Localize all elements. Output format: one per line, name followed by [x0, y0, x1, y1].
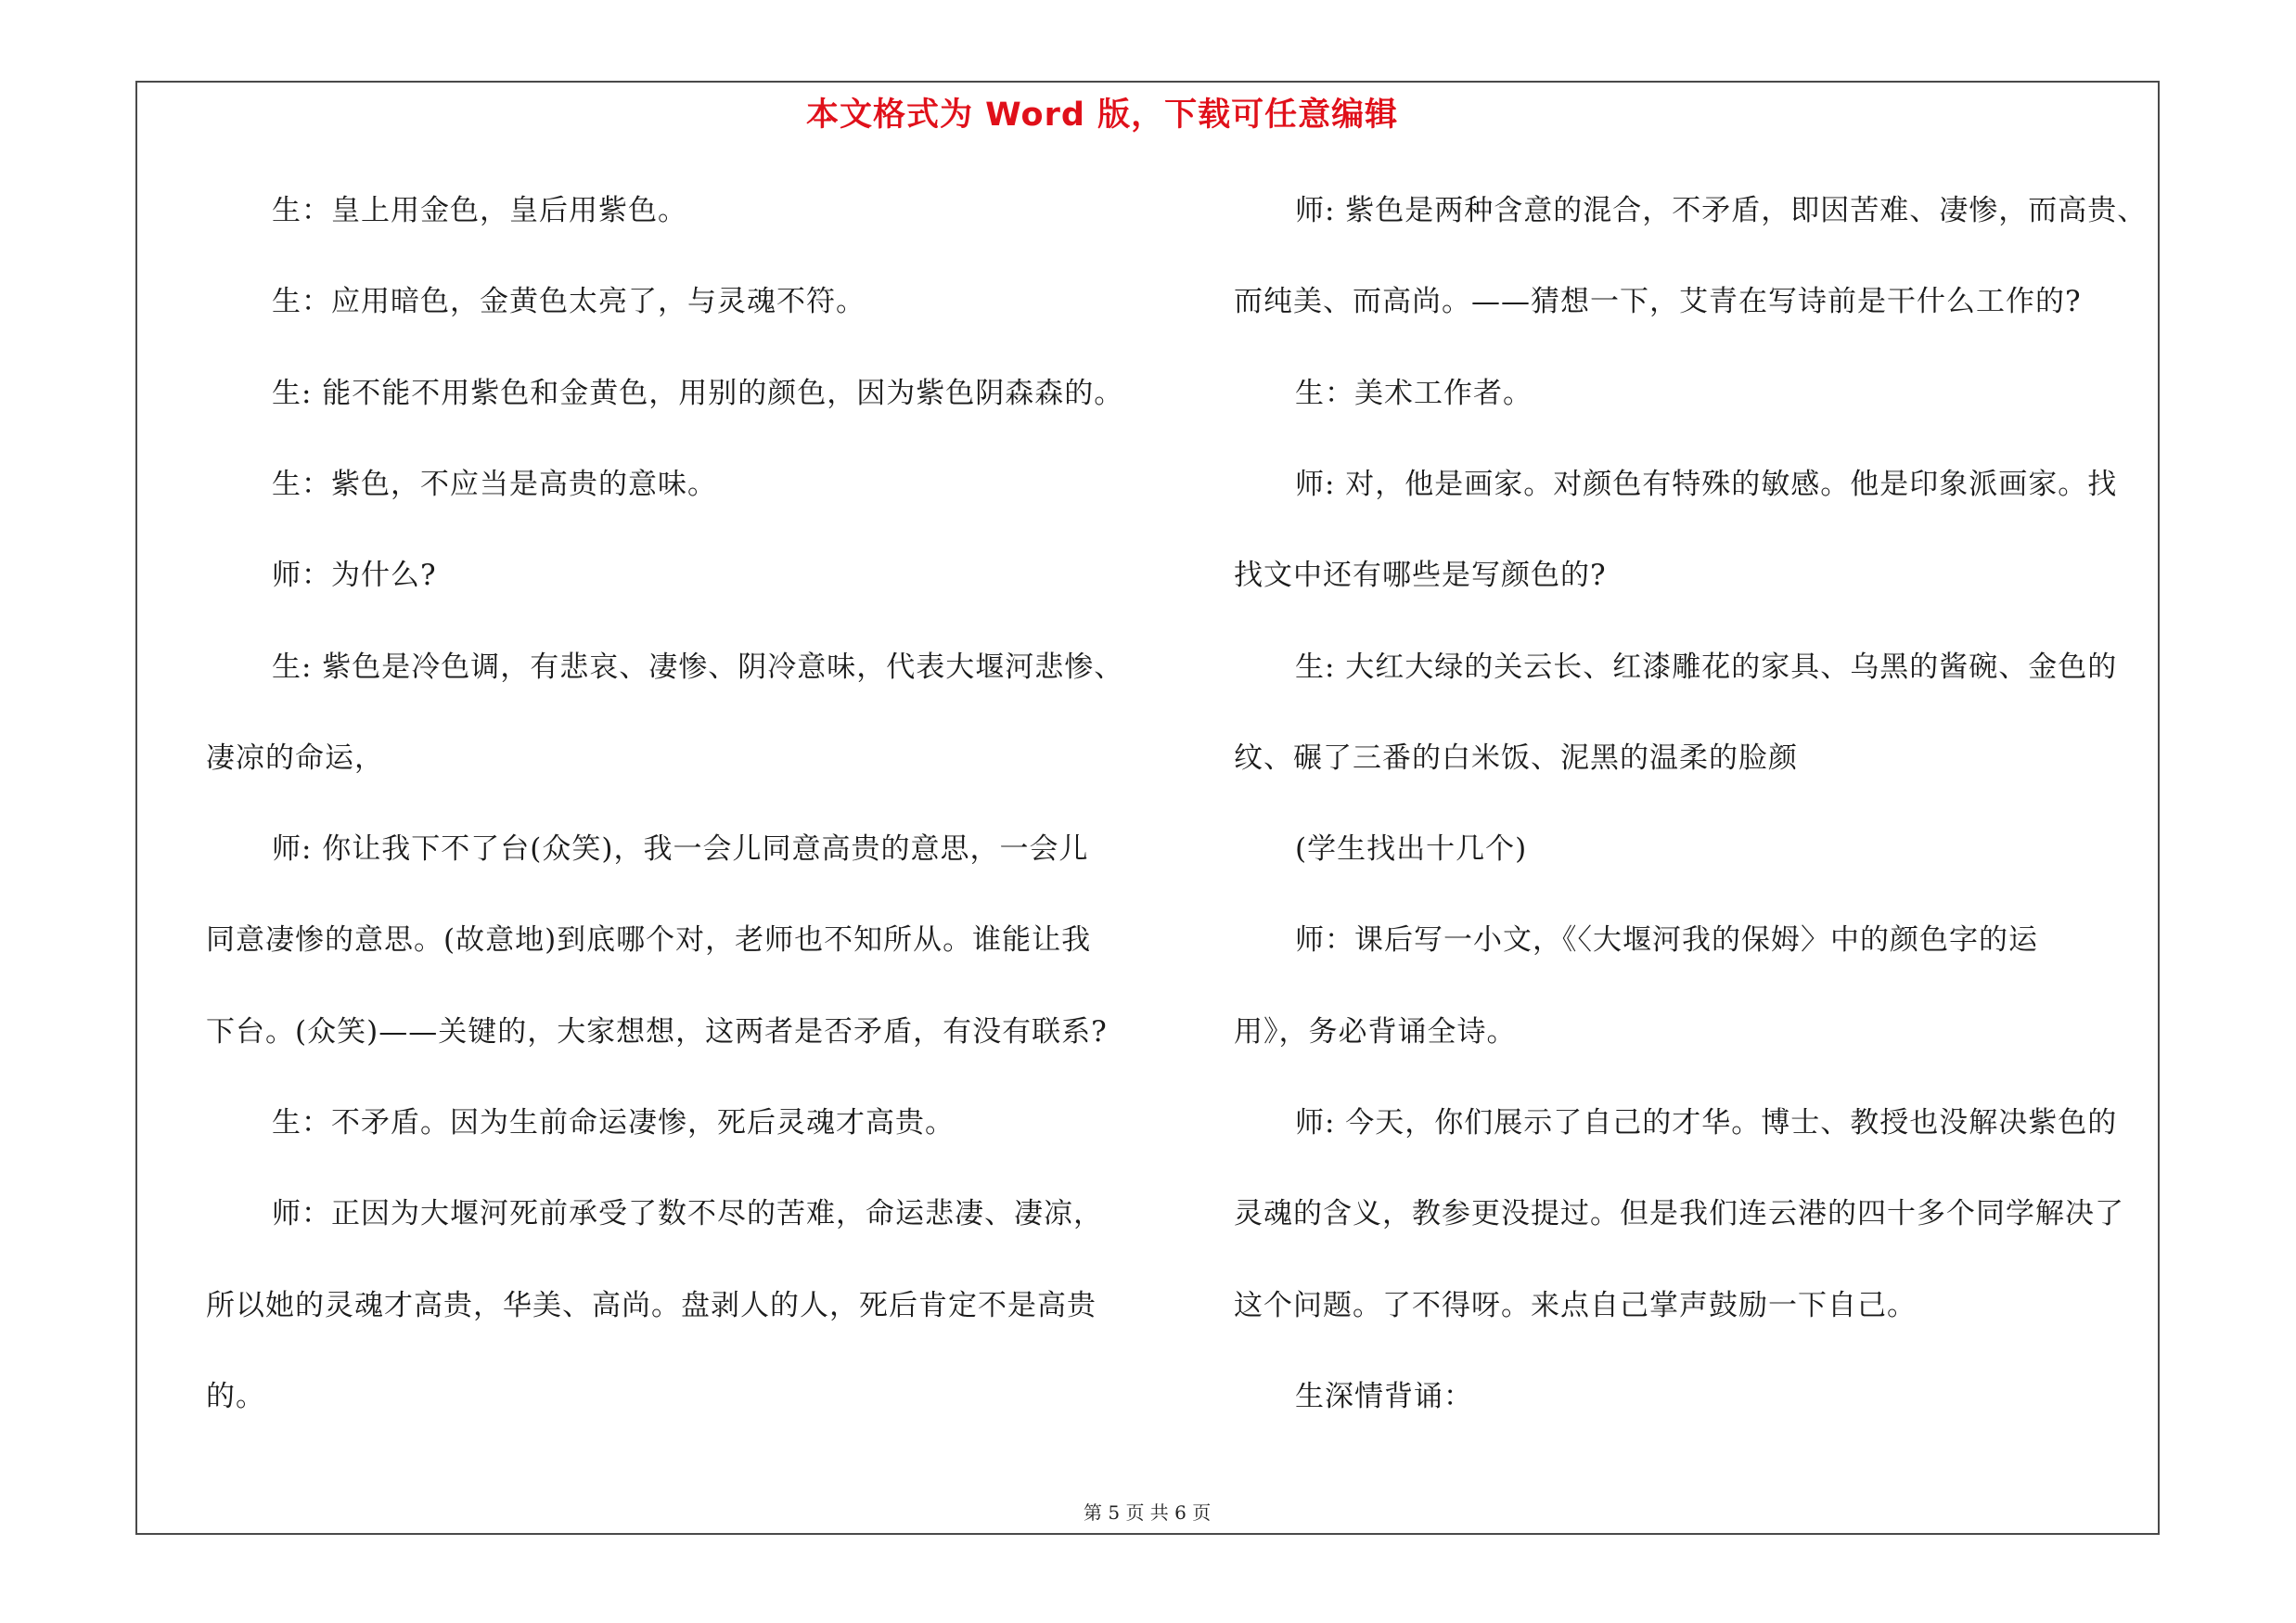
- paragraph-line: 用》，务必背诵全诗。: [1234, 1015, 1517, 1049]
- paragraph-line: 所以她的灵魂才高贵，华美、高尚。盘剥人的人，死后肯定不是高贵: [206, 1289, 1097, 1322]
- paragraph-first-line: 生：紫色，不应当是高贵的意味。: [272, 468, 717, 501]
- paragraph-line: 的。: [206, 1380, 265, 1413]
- paragraph-first-line: 师: 对，他是画家。对颜色有特殊的敏感。他是印象派画家。找: [1295, 468, 2118, 501]
- paragraph-first-line: 师：为什么?: [272, 559, 437, 592]
- paragraph-first-line: 生：应用暗色，金黄色太亮了，与灵魂不符。: [272, 285, 866, 318]
- paragraph-first-line: 师: 今天，你们展示了自己的才华。博士、教授也没解决紫色的: [1295, 1106, 2118, 1140]
- paragraph-first-line: 生深情背诵：: [1295, 1380, 1473, 1413]
- paragraph-line: 凄凉的命运，: [206, 741, 384, 775]
- paragraph-line: 灵魂的含义，教参更没提过。但是我们连云港的四十多个同学解决了: [1234, 1197, 2124, 1230]
- paragraph-line: 而纯美、而高尚。——猜想一下，艾青在写诗前是干什么工作的?: [1234, 285, 2082, 318]
- paragraph-first-line: 师：课后写一小文，《〈大堰河我的保姆〉中的颜色字的运: [1295, 923, 2038, 957]
- paragraph-first-line: 师: 你让我下不了台(众笑)，我一会儿同意高贵的意思，一会儿: [272, 832, 1089, 866]
- paragraph-line: 纹、碾了三番的白米饭、泥黑的温柔的脸颜: [1234, 741, 1798, 775]
- paragraph-line: 下台。(众笑)——关键的，大家想想，这两者是否矛盾，有没有联系?: [206, 1015, 1108, 1049]
- paragraph-first-line: 生: 能不能不用紫色和金黄色，用别的颜色，因为紫色阴森森的。: [272, 377, 1124, 410]
- paragraph-line: 同意凄惨的意思。(故意地)到底哪个对，老师也不知所从。谁能让我: [206, 923, 1092, 957]
- paragraph-first-line: 生: 紫色是冷色调，有悲哀、凄惨、阴冷意味，代表大堰河悲惨、: [272, 650, 1124, 684]
- page-number-footer: 第 5 页 共 6 页: [1084, 1501, 1212, 1524]
- format-notice-banner: 本文格式为 Word 版，下载可任意编辑: [806, 97, 1399, 134]
- paragraph-first-line: (学生找出十几个): [1295, 832, 1528, 866]
- paragraph-first-line: 师: 紫色是两种含意的混合，不矛盾，即因苦难、凄惨，而高贵、: [1295, 194, 2148, 227]
- paragraph-line: 找文中还有哪些是写颜色的?: [1234, 559, 1607, 592]
- paragraph-first-line: 生：不矛盾。因为生前命运凄惨，死后灵魂才高贵。: [272, 1106, 955, 1140]
- paragraph-first-line: 生: 大红大绿的关云长、红漆雕花的家具、乌黑的酱碗、金色的: [1295, 650, 2118, 684]
- paragraph-first-line: 生：皇上用金色，皇后用紫色。: [272, 194, 687, 227]
- paragraph-line: 这个问题。了不得呀。来点自己掌声鼓励一下自己。: [1234, 1289, 1917, 1322]
- paragraph-first-line: 师：正因为大堰河死前承受了数不尽的苦难，命运悲凄、凄凉，: [272, 1197, 1103, 1230]
- paragraph-first-line: 生：美术工作者。: [1295, 377, 1533, 410]
